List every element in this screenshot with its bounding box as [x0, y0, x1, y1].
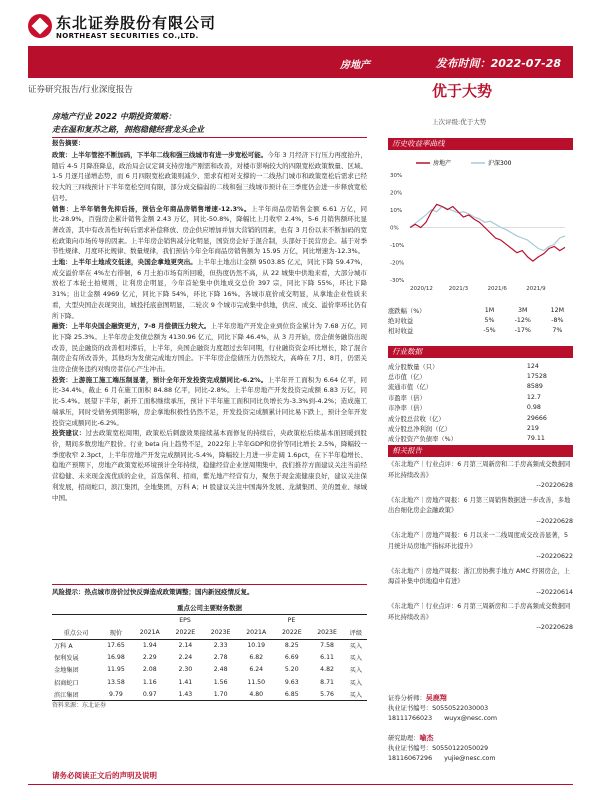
paragraph-lead: 土地：上半年土地成交低迷，央国企拿地更突出。 [52, 258, 197, 267]
table-cell: 8.71 [320, 678, 334, 686]
table-cell: 13.58 [107, 678, 125, 686]
legend-label: 沪深300 [488, 160, 512, 167]
table-cell: 16.98 [107, 654, 125, 662]
logo-icon [28, 14, 52, 38]
table-cell: 9.79 [100, 688, 132, 700]
divider [52, 584, 367, 585]
industry-row [388, 413, 573, 423]
y-tick-label: -30% [390, 278, 405, 284]
paragraph-lead: 投资：上游施工施工端压制显著，预计全年开发投资完成额同比-6.2%。 [52, 375, 268, 384]
report-date: --20220614 [536, 588, 573, 596]
table-cell: 11.50 [247, 678, 266, 686]
paragraph [52, 375, 367, 429]
table-col-header: 2021A [238, 627, 274, 639]
industry-heading: 行业数据 [388, 346, 573, 358]
industry-row [388, 403, 573, 413]
analyst-name: 吴鹿翔 [425, 694, 447, 702]
industry-label: 成分股总营收（亿） [388, 415, 445, 423]
table-col-header: 2023E [203, 627, 238, 639]
x-tick-label: 2021/6 [487, 286, 507, 292]
analyst-2 [388, 733, 573, 764]
table-col-header: 评级 [345, 627, 367, 639]
company-logo [28, 12, 217, 42]
table-cell: 5.76 [309, 688, 344, 700]
report-date: --20220628 [536, 517, 573, 525]
table-cell: 2.78 [213, 654, 228, 662]
assistant-name: 喻杰 [419, 734, 434, 742]
series-realestate [410, 204, 565, 261]
analyst-role: 证券分析师： [388, 695, 426, 702]
assistant-email[interactable]: yujie@nesc.com [444, 755, 496, 762]
eps-header: EPS [132, 615, 238, 627]
table-cell: 买入 [349, 667, 363, 675]
risk-note: 风险提示：热点城市房价过快反弹造成政策调整；国内新冠疫情反复。 [52, 588, 254, 596]
table-cell: 10.19 [247, 641, 266, 649]
table-cell: 买入 [345, 688, 367, 700]
report-date: --20220628 [536, 624, 573, 631]
table-cell: 2.29 [142, 654, 157, 662]
x-tick-label: 2021/3 [448, 286, 469, 292]
chart-heading: 历史收益率曲线 [388, 138, 573, 150]
y-tick-label: 20% [390, 190, 403, 197]
table-row [52, 664, 367, 676]
perf-cell: 5% [484, 317, 495, 325]
related-report[interactable] [388, 460, 573, 492]
table-cell: 4.82 [320, 666, 334, 674]
industry-row [388, 371, 573, 381]
industry-row [388, 392, 573, 402]
table-title: 重点公司主要财务数据 [177, 604, 242, 612]
report-title: 《东北地产｜行业点评：6 月第三周新房和二手房高频成交数据同环比持续改善》 [388, 603, 571, 621]
table-cell: 6.24 [249, 666, 264, 674]
summary-label: 报告摘要： [52, 139, 85, 147]
industry-label: 市净率（倍） [388, 405, 426, 413]
related-report[interactable] [388, 567, 573, 599]
report-title: 《东北地产｜房地产周报：6 月以来一二线周度成交改善显著，5 月统计局房地产指标环比提升》 [388, 532, 569, 550]
perf-cell: 涨跌幅（%） [388, 307, 426, 315]
related-heading: 相关报告 [388, 445, 573, 457]
table-cell: 2.33 [213, 641, 228, 649]
industry-row [388, 434, 573, 444]
returns-chart [388, 153, 573, 303]
analyst-1 [388, 693, 573, 724]
rating: 优于大势 [432, 82, 493, 100]
related-report[interactable] [388, 602, 573, 634]
report-type: 证券研究报告/行业深度报告 [28, 85, 133, 95]
report-title: 《东北地产｜行业点评：6 月第三周新房和二手房高频成交数据同环比持续改善》 [388, 461, 571, 479]
industry-row [388, 423, 573, 433]
table-cell: 9.63 [284, 678, 299, 686]
divider [52, 137, 367, 138]
table-cell: 8.25 [284, 641, 299, 649]
table-col-header: 2022E [168, 627, 203, 639]
paragraph-text: 上半年土地出让金额 9503.85 亿元，同比下降 59.47%，成交溢价率在 4%左右徘徊，6 月土拍市场有所回暖，但热度仍然不高，从 22 城集中供地来看，大部分城市放松了本轮土拍规则，让利房企明显，今年首轮集中供地成交总价 397 宗，同比下降 55%，环比下降 31%；出让金额 4969 亿元，同比下降 54%，环比下降 16%。各城市底价成交明显，从拿地企业性质来看，大型央国企表现突出，城投托底意图明显，二轮次 9 个城市完成集中供地，供应、成交、溢价率环比仍有所下降。 [52, 258, 367, 320]
perf-cell: -5% [483, 327, 496, 335]
report-title: 《东北地产｜房地产周报：浙江房协携手地方 AMC 纾困房企，上海首补集中供地稳中有进》 [388, 567, 570, 585]
perf-cell: 12M [550, 306, 565, 314]
logo-en: NORTHEAST SECURITIES CO.,LTD. [56, 32, 199, 40]
disclaimer-note[interactable]: 请务必阅读正文后的声明及说明 [52, 771, 157, 780]
title-line1: 房地产行业 2022 中期投资策略： [52, 112, 176, 121]
paragraph [52, 428, 367, 503]
perf-row [388, 315, 573, 325]
perf-row [388, 305, 573, 315]
table-cell: 招商蛇口 [54, 679, 79, 687]
industry-value: 79.11 [526, 435, 545, 443]
paragraph [52, 150, 367, 204]
table-cell: 买入 [349, 642, 363, 650]
perf-row [388, 326, 573, 336]
industry-label: 成分股资产负债率（%） [388, 436, 457, 444]
analyst-phone: 18111766023 [388, 715, 433, 722]
table-cell: 买入 [349, 679, 363, 687]
report-title: 《东北地产｜房地产周报：6 月第三周销售数据进一步改善，多地出台细化房企金融政策》 [388, 496, 571, 514]
table-cell: 6.69 [284, 654, 299, 662]
chart-section [388, 138, 573, 150]
table-cell: 7.58 [320, 641, 334, 649]
paragraph-text: 今年 3 月经济下行压力再度抬升，随后 4-5 月降准降息，政治局会议定调支持房地产刚需和改善，对楼市影响较大的四限宽松政策数量、区域、1-5 月逐月递增态势，而 6 月四限宽松政策则减少、需求有相对支撑的一二线热门城市和政策宽松后需求已经较大的三四线预计下半年宽松空间有限，部分成交偏弱的二线和强三线城市预计在三季度仍会进一步释放宽松信号。 [52, 151, 367, 202]
table-cell: 5.20 [284, 666, 299, 674]
industry-value: 12.7 [526, 393, 541, 401]
main-body [52, 139, 368, 503]
table-cell: 1.70 [203, 688, 238, 700]
table-row [52, 639, 367, 651]
assistant-role: 研究助理： [388, 735, 420, 742]
industry-table [388, 361, 573, 444]
perf-cell: 7% [552, 327, 563, 335]
perf-cell: 3M [517, 306, 528, 314]
table-cell: 1.16 [142, 678, 157, 686]
report-date: --20220622 [536, 553, 573, 560]
banner-industry: 房地产 [340, 60, 370, 71]
perf-cell: 1M [484, 306, 495, 314]
perf-cell: 相对收益 [388, 328, 414, 336]
paragraph-lead: 销售：上半年销售先抑后扬，预估全年商品房销售增速-12.3%。 [52, 204, 251, 213]
table-cell: 6.11 [320, 654, 334, 662]
y-tick-label: -10% [390, 243, 405, 249]
industry-label: 总市值（亿） [388, 374, 426, 382]
industry-value: 0.98 [526, 404, 541, 412]
table-cell: 滨江集团 [52, 688, 100, 700]
table-body [52, 639, 367, 700]
performance-table [388, 305, 573, 336]
table-col-header: 现价 [100, 627, 132, 639]
x-tick-label: 2021/9 [526, 286, 546, 292]
footer-bar [28, 784, 573, 785]
industry-row [388, 382, 573, 392]
table-col-header: 2022E [274, 627, 309, 639]
table-cell: 0.97 [132, 688, 168, 700]
table-cell: 1.41 [178, 678, 193, 686]
industry-value: 17528 [526, 373, 547, 381]
table-cell: 2.14 [178, 641, 193, 649]
related-section [388, 445, 573, 638]
industry-label: 成分股总净利润（亿） [388, 426, 451, 434]
table-row [52, 688, 367, 700]
table-row [52, 676, 367, 688]
related-reports [388, 460, 573, 634]
paragraphs [52, 150, 367, 503]
header-banner [28, 46, 573, 78]
industry-label: 流通市值（亿） [388, 384, 433, 392]
paragraph [52, 257, 367, 321]
paragraph-lead: 投资建议： [52, 429, 86, 438]
perf-cell: 绝对收益 [388, 318, 414, 326]
related-report[interactable] [388, 496, 573, 528]
paragraph-text: 上半年开工面积为 6.64 亿平，同比-34.4%，截止 6 月在施工面积 84.88 亿平，同比-2.8%。上半年房地产开发投资完成额 6.83 万亿，同比-5.4%。展望下半年，新开工面积继续承压，预计下半年施工面积同比负增长为-3.3%到-4.2%；造成施工端承压，同时受债务到期影响，房企拿地积极性仍然不足，开发投资完成额累计同比易下跌上，预计全年开发投资完成额同比-6.2%。 [52, 375, 367, 427]
industry-label: 市盈率（倍） [388, 394, 426, 402]
table-col-header: 2021A [132, 627, 168, 639]
logo-cn: 东北证券股份有限公司 [56, 14, 217, 32]
table-cell: 买入 [349, 655, 363, 663]
pe-header: PE [238, 615, 344, 627]
analyst-email[interactable]: wuyx@nesc.com [444, 715, 498, 722]
y-tick-label: 10% [390, 208, 403, 214]
series-hs300 [410, 207, 565, 251]
table-col-header: 重点公司 [52, 627, 100, 639]
industry-row [388, 361, 573, 371]
perf-cell: -8% [551, 317, 564, 325]
industry-section [388, 346, 573, 444]
table-header-row [52, 615, 367, 627]
perf-cell: -12% [514, 317, 531, 325]
report-date: --20220628 [536, 482, 573, 489]
financial-table [52, 614, 367, 701]
table-cell: 保利发展 [54, 655, 79, 663]
previous-rating: 上次评级:优于大势 [432, 118, 487, 126]
table-cell: 2.08 [142, 666, 157, 674]
table-col-header: 2023E [309, 627, 344, 639]
banner-date: 发布时间：2022-07-28 [435, 57, 561, 70]
table-cell: 金地集团 [54, 667, 79, 675]
paragraph-lead: 融资：上半年央国企融资更方，7-8 月偿债压力较大。 [52, 322, 211, 331]
table-cell: 万科 A [54, 642, 73, 650]
table-cell: 2.24 [178, 654, 193, 662]
table-cell: 1.43 [168, 688, 203, 700]
paragraph [52, 321, 367, 375]
related-report[interactable] [388, 531, 573, 563]
table-cell: 1.94 [142, 641, 157, 649]
table-row [52, 651, 367, 663]
title-line2: 走在温和复苏之路，拥抱稳健经营龙头企业 [52, 125, 204, 134]
table-source: 资料来源：东北证券 [52, 702, 107, 709]
table-cell: 2.48 [213, 666, 228, 674]
paragraph-text: 上半年房地产开发企业到位资金累计为 7.68 万亿，同比下降 25.3%。上半年房企发债总额为 4130.96 亿元，同比下降 46.4%，从 3 月开始，房企债务融资出现改善，民企融资的改善相对滞后，上半年，央国企融资力度超过去年同期，行业融资资金环比增长，除了混合制房企有所改善外，其他均为发债完成地方国企。下半年房企偿债压力仍然较大，高峰在 7月、8月，仍需关注房企债务违约对购房者信心产生冲击。 [52, 322, 367, 374]
table-cell: 6.85 [274, 688, 309, 700]
industry-label: 成分股数量（只） [388, 363, 439, 371]
table-subheader-row [52, 627, 367, 639]
paragraph-text: 上半年商品房销售金额 6.61 万亿，同比-28.9%，百强房企累计销售金额 2.43 万亿，同比-50.8%，降幅比上月收窄 2.4%，5-6 月销售额环比显著改善，其中有改善性好转后需求补偿释放、房企供应增加并加大营销的因素，也有 3 月份以来不断加码的宽松政策向市场传导的因素。上半年房企销售减分化明显，国资房企好于混合制，头部好于民营房企。基于对季节性规律、月度环比规律、数量规律，我们预估今年全年商品房销售额为 15.95 万亿，同比增速为-12.3%。 [52, 204, 367, 256]
analyst-license: 执业证书编号：S0550522030003 [388, 705, 489, 712]
paragraph [52, 204, 367, 258]
y-tick-label: 30% [390, 173, 403, 179]
paragraph-lead: 政策：上半年管控不断加码，下半年二线和强三线城市有进一步宽松可能。 [52, 151, 268, 159]
industry-value: 124 [526, 362, 539, 370]
table-cell: 11.95 [107, 666, 125, 674]
assistant-phone: 18116067296 [388, 755, 433, 762]
table-cell: 2.30 [178, 666, 193, 674]
table-cell: 4.80 [238, 688, 274, 700]
paragraph-text: 过去政策宽松周期，政策松后刺激效果接续基本面修复的持续后，央政策松后续基本面回暖到股价，期间多数房地产股价。行业 beta 向上趋势不足，2022年上半年GDP和房价等同比增长 2.5%，降幅较一季度收窄 2.3pct，上半年房地产开发完成额同比-5.4%，降幅较上月进一步走阔 1.6pct，在下半年稳增长、稳地产预期下，房地产政策宽松环境预计全年持续，稳健经营企业逆周期集中，我们推荐方面建议关注当前经营稳健、未来现金流优质的企业，首选保利、招商，紫光地产经营有力，聚焦于现金流健康良好，建议关注保利发展，招商蛇口，滨江集团，全地集团，万科 A；H 股建议关注中国海外发展、龙湖集团、美的置业、绿城中国。 [52, 429, 368, 502]
table-cell: 6.82 [249, 654, 264, 662]
y-tick-label: 0% [390, 225, 399, 232]
table-cell: 1.56 [213, 678, 228, 686]
table-cell: 17.65 [107, 641, 125, 649]
perf-section [388, 305, 573, 336]
industry-value: 219 [526, 425, 539, 433]
industry-value: 29666 [526, 414, 547, 422]
x-tick-label: 2020/12 [410, 286, 433, 292]
legend-label: 房地产 [433, 160, 452, 167]
industry-value: 8589 [526, 383, 543, 391]
assistant-license: 执业证书编号：S0550122050029 [388, 745, 489, 752]
perf-cell: -17% [514, 327, 531, 335]
y-tick-label: -20% [390, 260, 405, 267]
